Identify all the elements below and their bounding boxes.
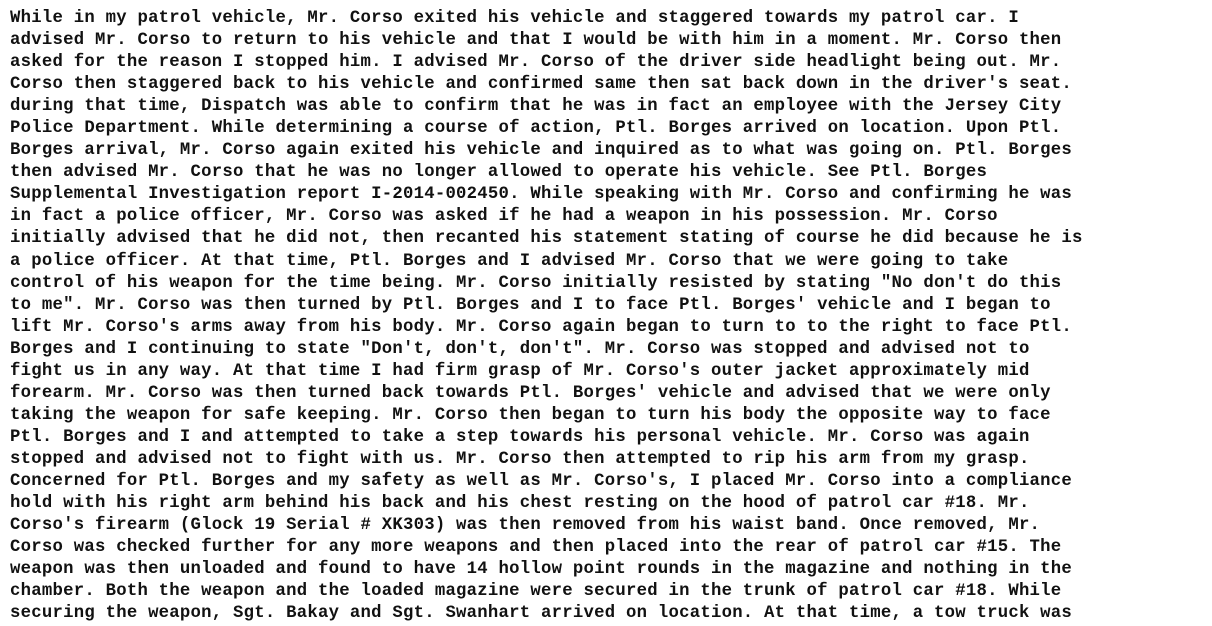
text-line: advised Mr. Corso to return to his vehicle and that I would be with him in a moment. Mr. Corso then [10, 31, 1062, 51]
text-line: Corso's firearm (Glock 19 Serial # XK303) was then removed from his waist band. Once removed, Mr. [10, 516, 1041, 536]
text-line: then advised Mr. Corso that he was no longer allowed to operate his vehicle. See Ptl. Borges [10, 163, 988, 183]
text-line: fight us in any way. At that time I had firm grasp of Mr. Corso's outer jacket approximately mid [10, 361, 1030, 381]
text-line: to me". Mr. Corso was then turned by Ptl. Borges and I to face Ptl. Borges' vehicle and I began to [10, 295, 1051, 315]
text-line: Corso was checked further for any more weapons and then placed into the rear of patrol car #15. The [10, 538, 1062, 558]
text-line: Ptl. Borges and I and attempted to take a step towards his personal vehicle. Mr. Corso was again [10, 427, 1030, 447]
text-line: Police Department. While determining a course of action, Ptl. Borges arrived on location. Upon Ptl. [10, 119, 1062, 139]
text-line: Supplemental Investigation report I-2014-002450. While speaking with Mr. Corso and confirming he was [10, 185, 1073, 205]
text-line: initially advised that he did not, then recanted his statement stating of course he did because he is [10, 229, 1083, 249]
text-line: taking the weapon for safe keeping. Mr. Corso then began to turn his body the opposite way to face [10, 405, 1051, 425]
text-line: chamber. Both the weapon and the loaded magazine were secured in the trunk of patrol car #18. While [10, 582, 1062, 602]
text-line: stopped and advised not to fight with us. Mr. Corso then attempted to rip his arm from my grasp. [10, 449, 1030, 469]
text-line: Corso then staggered back to his vehicle and confirmed same then sat back down in the driver's seat. [10, 75, 1073, 95]
text-line: weapon was then unloaded and found to have 14 hollow point rounds in the magazine and nothing in the [10, 560, 1073, 580]
text-line: control of his weapon for the time being. Mr. Corso initially resisted by stating "No don't do this [10, 273, 1062, 293]
text-line: during that time, Dispatch was able to confirm that he was in fact an employee with the Jersey City [10, 97, 1062, 117]
text-line: While in my patrol vehicle, Mr. Corso exited his vehicle and staggered towards my patrol car. I [10, 9, 1019, 28]
text-line: Borges and I continuing to state "Don't, don't, don't". Mr. Corso was stopped and advised not to [10, 339, 1030, 359]
text-line: asked for the reason I stopped him. I advised Mr. Corso of the driver side headlight being out. Mr. [10, 53, 1062, 73]
document-page [10, 8, 1206, 625]
text-line: a police officer. At that time, Ptl. Borges and I advised Mr. Corso that we were going to take [10, 251, 1009, 271]
text-line: Borges arrival, Mr. Corso again exited his vehicle and inquired as to what was going on. Ptl. Borges [10, 141, 1073, 161]
text-line: securing the weapon, Sgt. Bakay and Sgt. Swanhart arrived on location. At that time, a tow truck was [10, 604, 1073, 624]
text-line: in fact a police officer, Mr. Corso was asked if he had a weapon in his possession. Mr. Corso [10, 207, 998, 227]
text-line: Concerned for Ptl. Borges and my safety as well as Mr. Corso's, I placed Mr. Corso into a compliance [10, 471, 1073, 491]
text-line: hold with his right arm behind his back and his chest resting on the hood of patrol car #18. Mr. [10, 494, 1030, 514]
text-line: forearm. Mr. Corso was then turned back towards Ptl. Borges' vehicle and advised that we were only [10, 383, 1051, 403]
text-line: lift Mr. Corso's arms away from his body. Mr. Corso again began to turn to to the right to face Ptl. [10, 317, 1073, 337]
